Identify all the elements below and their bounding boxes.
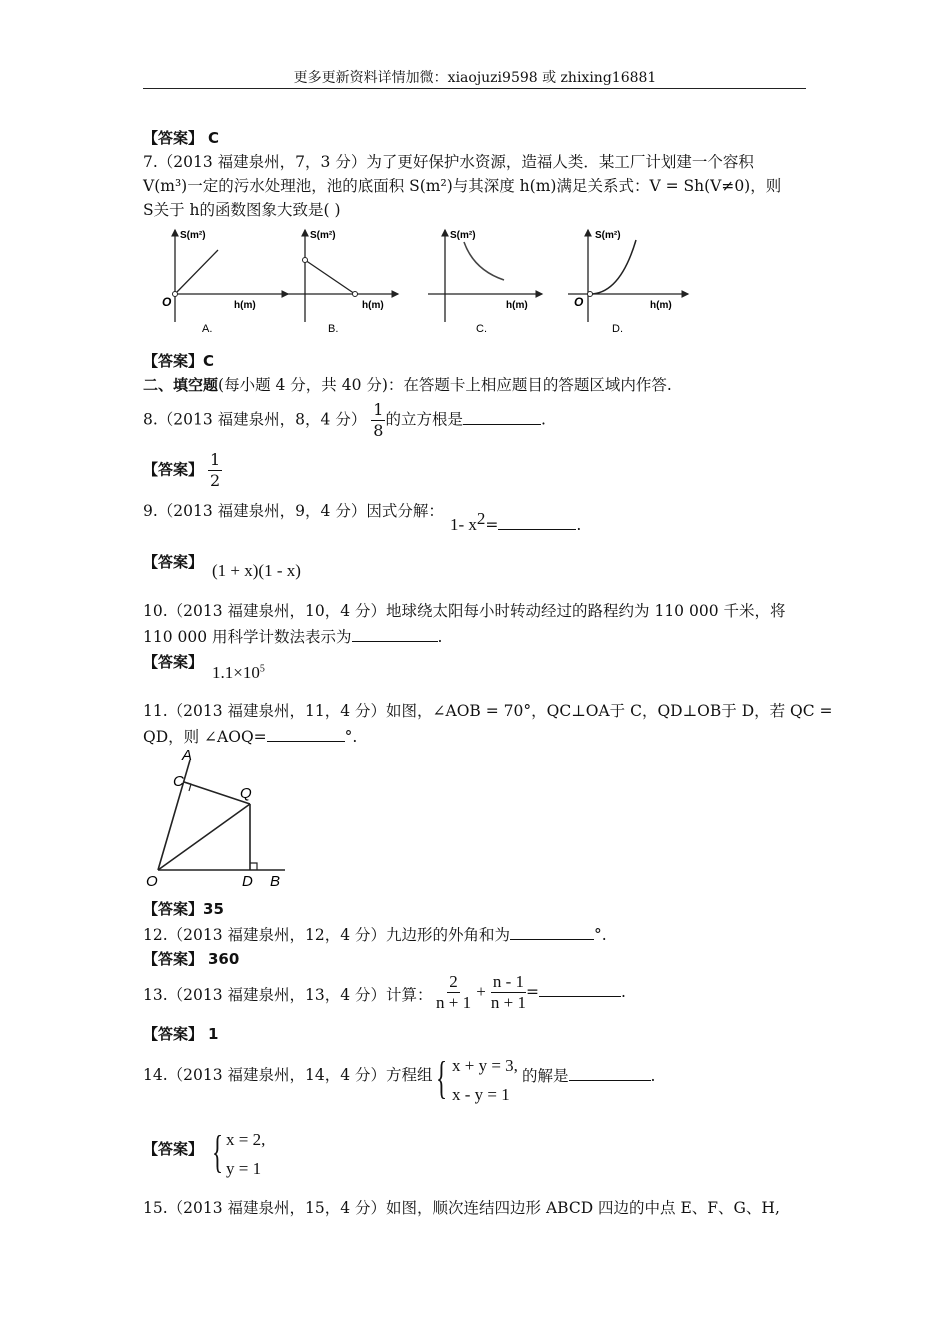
q12-blank (510, 923, 594, 940)
section2-heading (143, 374, 672, 396)
q10-line1: 10.（2013 福建泉州，10，4 分）地球绕太阳每小时转动经过的路程约为 110 000 千米，将 (143, 602, 786, 620)
q14-ans1: x = 2, (226, 1130, 266, 1149)
graph-a-xlabel: h(m) (234, 300, 256, 311)
label-q: Q (240, 785, 252, 802)
graph-d-option: D. (612, 323, 623, 335)
q7-line3: S关于 h的函数图象大致是( ) (143, 201, 341, 219)
answer-label: 【答案】 (143, 129, 204, 147)
q13-fraction-2: $\frac{n - 1}{n + 1}$ (490, 972, 526, 1012)
graph-a (162, 230, 288, 335)
q11-line2: QD，则 ∠AOQ= °. (143, 725, 357, 748)
q13-fraction-1: $\frac{2}{n + 1}$ (436, 972, 472, 1012)
q7-line1: 7.（2013 福建泉州，7，3 分）为了更好保护水资源，造福人类．某工厂计划建一个容积 (143, 153, 754, 171)
q13-blank (539, 980, 621, 997)
q8: 8.（2013 福建泉州，8，4 分） $\frac{1}{8}$ 的立方根是 . (143, 400, 546, 440)
section2-title: 二、填空题 (143, 376, 219, 394)
q14-brace: { (436, 1052, 448, 1103)
graph-b-option: B. (328, 323, 339, 335)
graph-d-origin: O (574, 295, 584, 309)
graph-c-option: C. (476, 323, 487, 335)
q10-answer-label: 【答案】 (143, 653, 204, 671)
q10-answer: $1.1\times 10^5$ (212, 663, 265, 682)
q14-eq1: x + y = 3, (452, 1056, 518, 1075)
header-rule (143, 88, 806, 89)
q12-answer: 【答案】 360 (143, 950, 240, 968)
q14-answer-label: 【答案】 (143, 1140, 204, 1158)
section2-desc: (每小题 4 分，共 40 分)：在答题卡上相应题目的答题区域内作答. (218, 376, 672, 394)
graph-b (282, 230, 398, 335)
q8-blank (463, 408, 541, 425)
q14-ans2: y = 1 (226, 1159, 262, 1178)
label-b: B (270, 873, 281, 890)
graph-c-ylabel: S(m²) (450, 230, 476, 241)
q9-blank (498, 513, 576, 530)
q10-line2: 110 000 用科学计数法表示为 . (143, 625, 442, 648)
graph-d-ylabel: S(m²) (595, 230, 621, 241)
q8-answer-fraction: $\frac{1}{2}$ (209, 450, 221, 490)
graph-b-xlabel: h(m) (362, 300, 384, 311)
q11-line1: 11.（2013 福建泉州，11，4 分）如图，∠AOB = 70°，QC⊥OA于 C，QD⊥OB于 D，若 QC = (143, 702, 833, 720)
q14-answer-brace: { (212, 1126, 224, 1177)
q7-graphs (140, 222, 700, 340)
q9-answer: (1 + x)(1 - x) (212, 561, 301, 580)
graph-c-xlabel: h(m) (506, 300, 528, 311)
q7-answer: 【答案】C (143, 352, 215, 370)
q14-eq2: x - y = 1 (452, 1085, 510, 1104)
q11-answer: 【答案】35 (143, 900, 224, 918)
q11-figure (140, 748, 300, 896)
q11-blank (267, 725, 345, 742)
graph-a-ylabel: S(m²) (180, 230, 206, 241)
graph-a-origin: O (162, 295, 172, 309)
label-d: D (242, 873, 253, 890)
q10-blank (352, 625, 438, 642)
q7-line2: V(m³)一定的污水处理池，池的底面积 S(m²)与其深度 h(m)满足关系式：V = Sh(V≠0)，则 (143, 177, 782, 195)
q12: 12.（2013 福建泉州，12，4 分）九边形的外角和为 °. (143, 923, 607, 946)
q13-expr: $\frac{2}{n + 1}$ + $\frac{n - 1}{n + 1}$ = . (436, 972, 626, 1012)
graph-d-xlabel: h(m) (650, 300, 672, 311)
q14-text: 14.（2013 福建泉州，14，4 分）方程组 (143, 1066, 433, 1084)
label-c: C (173, 773, 184, 790)
label-a: A (182, 748, 193, 764)
q9-text: 9.（2013 福建泉州，9，4 分）因式分解： (143, 502, 444, 520)
q13-answer: 【答案】 1 (143, 1025, 219, 1043)
q13-text: 13.（2013 福建泉州，13，4 分）计算： (143, 986, 433, 1004)
page-header: 更多更新资料详情加微：xiaojuzi9598 或 zhixing16881 (293, 70, 657, 86)
q15-text: 15.（2013 福建泉州，15，4 分）如图，顺次连结四边形 ABCD 四边的中点 E、F、G、H, (143, 1199, 780, 1217)
q8-answer: 【答案】 $\frac{1}{2}$ (143, 450, 221, 490)
label-o: O (146, 873, 158, 890)
q14-suffix: 的解是 . (522, 1064, 655, 1087)
q9-expr: 1- $x^2=$ . (450, 509, 582, 535)
q8-fraction: $\frac{1}{8}$ (373, 400, 384, 440)
q14-blank (569, 1064, 651, 1081)
graph-d (568, 230, 688, 335)
graph-a-option: A. (202, 323, 213, 335)
q9-answer-label: 【答案】 (143, 553, 204, 571)
graph-b-ylabel: S(m²) (310, 230, 336, 241)
q6-answer: 【答案】 C (143, 129, 219, 147)
graph-c (428, 230, 542, 335)
